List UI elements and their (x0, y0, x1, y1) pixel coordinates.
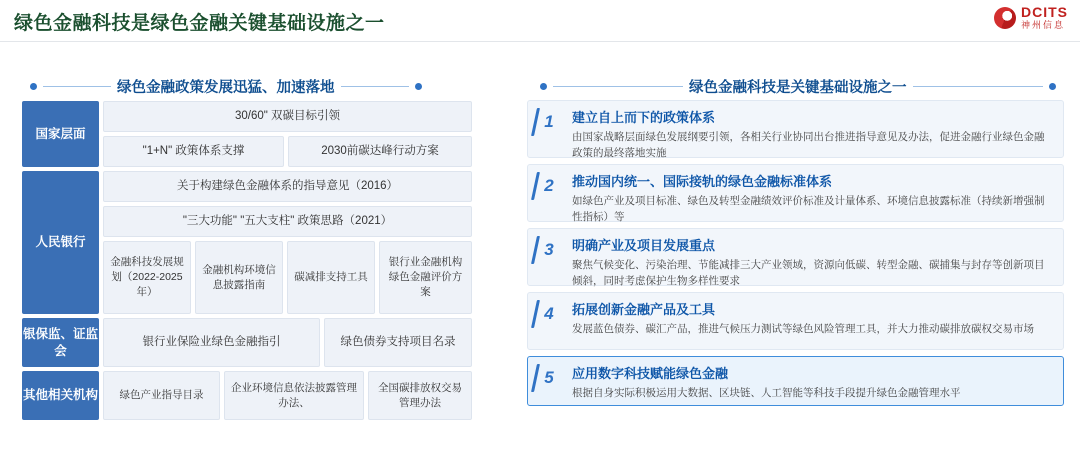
policy-cell: 关于构建绿色金融体系的指导意见（2016） (103, 171, 472, 202)
policy-cell: 银行业保险业绿色金融指引 (103, 318, 320, 367)
item-description: 由国家战略层面绿色发展纲要引领，各相关行业协同出台推进指导意见及办法，促进金融行业绿色金融政策的最终落地实施 (572, 131, 1045, 160)
category-pboc: 人民银行 (22, 171, 99, 314)
category-other-institutions: 其他相关机构 (22, 371, 99, 420)
left-heading-text: 绿色金融政策发展迅猛、加速落地 (117, 80, 335, 96)
item-title: 应用数字科技赋能绿色金融 (572, 366, 729, 381)
logo-english-name: DCITS (1021, 4, 1068, 20)
policy-cell: 绿色产业指导目录 (103, 371, 220, 420)
policy-cell: 金融机构环境信息披露指南 (195, 241, 283, 314)
right-heading-text: 绿色金融科技是关键基础设施之一 (689, 80, 907, 96)
rule-right-start (553, 86, 683, 87)
page-header (0, 0, 1080, 42)
left-section-heading (30, 76, 422, 97)
list-item[interactable] (527, 100, 1064, 158)
logo-text (1021, 5, 1068, 30)
item-title: 推动国内统一、国际接轨的绿色金融标准体系 (572, 174, 833, 189)
list-item-highlighted[interactable] (527, 356, 1064, 406)
policy-matrix (22, 101, 472, 431)
policy-cell: 2030前碳达峰行动方案 (288, 136, 472, 167)
item-description: 聚焦气候变化、污染治理、节能减排三大产业领域，资源向低碳、转型金融、碳捕集与封存等创新项目倾斜，同时考虑保护生物多样性要求 (572, 259, 1045, 288)
policy-cell: 全国碳排放权交易管理办法 (368, 371, 472, 420)
logo-swirl-icon (994, 7, 1016, 29)
key-infrastructure-list (527, 100, 1064, 430)
dot-left-start-icon (30, 83, 37, 90)
item-number: 1 (536, 109, 562, 135)
item-number: 3 (536, 237, 562, 263)
list-item[interactable] (527, 164, 1064, 222)
item-number: 5 (536, 365, 562, 391)
item-title: 拓展创新金融产品及工具 (572, 302, 716, 317)
rule-left-start (43, 86, 111, 87)
item-number: 2 (536, 173, 562, 199)
policy-cell: 碳减排支持工具 (287, 241, 375, 314)
dot-right-end-icon (1049, 83, 1056, 90)
item-title: 建立自上而下的政策体系 (572, 110, 716, 125)
policy-cell: 企业环境信息依法披露管理办法、 (224, 371, 364, 420)
right-section-heading (540, 76, 1056, 97)
policy-cell: 银行业金融机构绿色金融评价方案 (379, 241, 472, 314)
page-title: 绿色金融科技是绿色金融关键基础设施之一 (14, 13, 385, 34)
logo-chinese-name: 神州信息 (1021, 20, 1066, 30)
item-title: 明确产业及项目发展重点 (572, 238, 716, 253)
policy-cell: 30/60" 双碳目标引领 (103, 101, 472, 132)
rule-right-end (913, 86, 1043, 87)
policy-cell: "1+N" 政策体系支撑 (103, 136, 284, 167)
policy-cell: 绿色债券支持项目名录 (324, 318, 472, 367)
dot-right-start-icon (540, 83, 547, 90)
policy-cell: "三大功能" "五大支柱" 政策思路（2021） (103, 206, 472, 237)
rule-left-end (341, 86, 409, 87)
policy-cell: 金融科技发展规划（2022-2025年） (103, 241, 191, 314)
dot-left-end-icon (415, 83, 422, 90)
company-logo (994, 5, 1068, 30)
category-national-level: 国家层面 (22, 101, 99, 167)
category-cbirc-csrc: 银保监、证监会 (22, 318, 99, 367)
list-item[interactable] (527, 292, 1064, 350)
item-number: 4 (536, 301, 562, 327)
item-description: 发展蓝色债券、碳汇产品，推进气候压力测试等绿色风险管理工具，并大力推动碳排放碳权交易市场 (572, 323, 1034, 335)
list-item[interactable] (527, 228, 1064, 286)
item-description: 根据自身实际积极运用大数据、区块链、人工智能等科技手段提升绿色金融管理水平 (572, 387, 961, 399)
item-description: 如绿色产业及项目标准、绿色及转型金融绩效评价标准及计量体系、环境信息披露标准（持续新增强制性指标）等 (572, 195, 1045, 224)
